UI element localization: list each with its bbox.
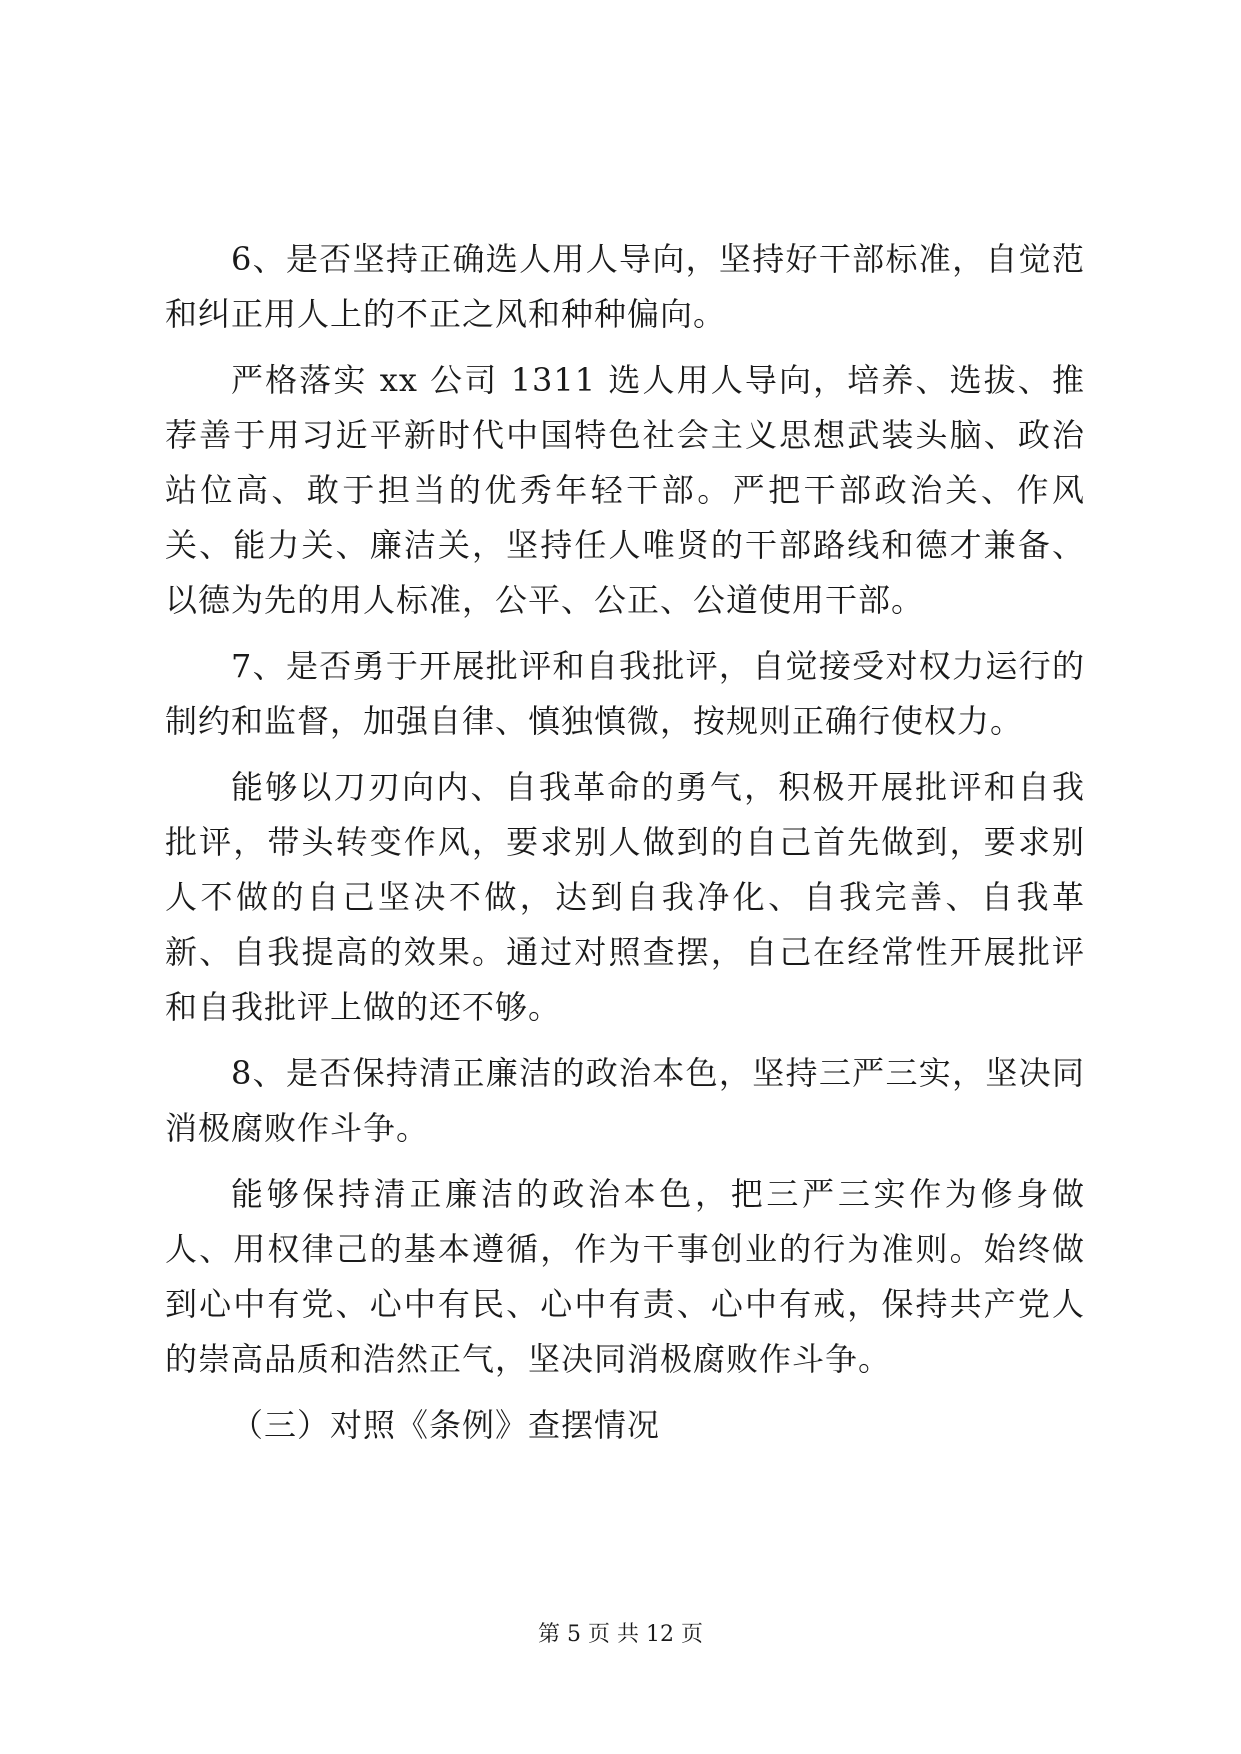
paragraph-item-7-body: 能够以刀刃向内、自我革命的勇气，积极开展批评和自我批评，带头转变作风，要求别人做到的自己首先做到，要求别人不做的自己坚决不做，达到自我净化、自我完善、自我革新、自我提高的效果。通过对照查摆，自己在经常性开展批评和自我批评上做的还不够。 bbox=[165, 768, 1085, 1026]
document-body bbox=[165, 232, 1085, 1464]
page-number-footer: 第 5 页 共 12 页 bbox=[538, 1622, 703, 1647]
paragraph-item-7-heading: 7、是否勇于开展批评和自我批评，自觉接受对权力运行的制约和监督，加强自律、慎独慎微，按规则正确行使权力。 bbox=[165, 647, 1085, 740]
paragraph-item-8-body: 能够保持清正廉洁的政治本色，把三严三实作为修身做人、用权律己的基本遵循，作为干事创业的行为准则。始终做到心中有党、心中有民、心中有责、心中有戒，保持共产党人的崇高品质和浩然正气，坚决同消极腐败作斗争。 bbox=[165, 1175, 1085, 1378]
paragraph-item-6-body: 严格落实 xx 公司 1311 选人用人导向，培养、选拔、推荐善于用习近平新时代中国特色社会主义思想武装头脑、政治站位高、敢于担当的优秀年轻干部。严把干部政治关、作风关、能力关、廉洁关，坚持任人唯贤的干部路线和德才兼备、以德为先的用人标准，公平、公正、公道使用干部。 bbox=[165, 361, 1085, 619]
paragraph-item-6-heading: 6、是否坚持正确选人用人导向，坚持好干部标准，自觉范和纠正用人上的不正之风和种种偏向。 bbox=[165, 240, 1085, 333]
paragraph-item-8-heading: 8、是否保持清正廉洁的政治本色，坚持三严三实，坚决同消极腐败作斗争。 bbox=[165, 1054, 1085, 1147]
section-heading-3: （三）对照《条例》查摆情况 bbox=[231, 1406, 661, 1444]
